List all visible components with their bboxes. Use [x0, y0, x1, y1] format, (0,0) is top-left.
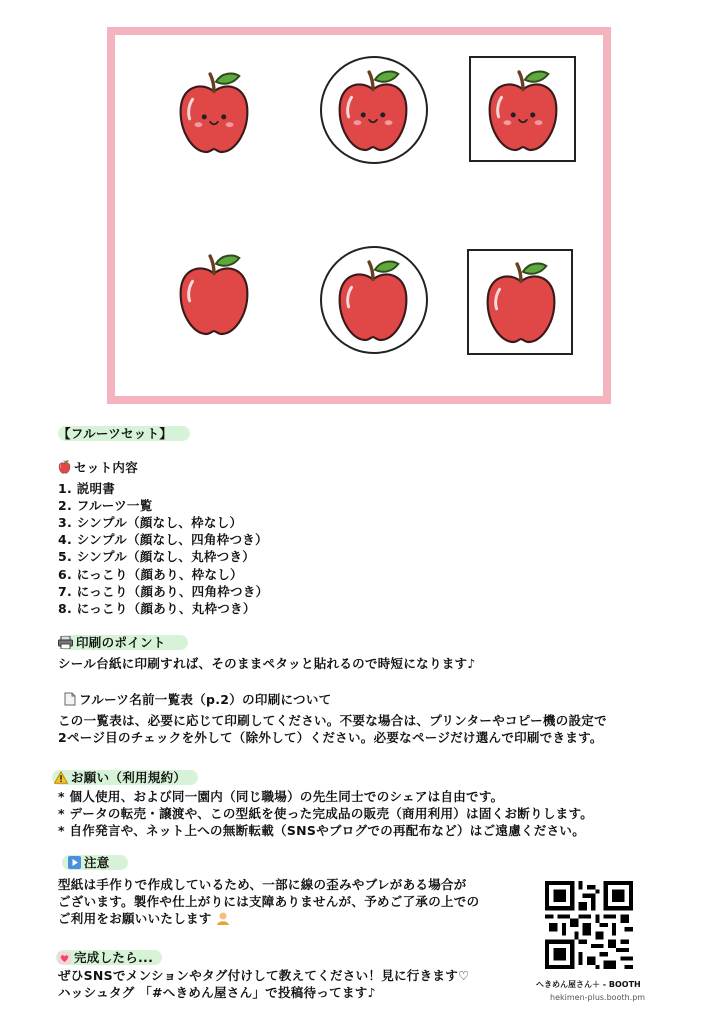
finished-heading: 完成したら...	[74, 950, 154, 965]
terms-line: * データの転売・譲渡や、この型紙を使った完成品の販売（商用利用）は固くお断りします。	[58, 806, 594, 821]
list-item: 6. にっこり（顔あり、枠なし）	[58, 567, 243, 582]
warning-icon	[54, 771, 68, 784]
namelist-line: 2ページ目のチェックを外して（除外して）ください。必要なページだけ選んで印刷できます。	[58, 730, 603, 745]
notice-line: ご利用をお願いいたします	[58, 911, 212, 926]
set-title: 【フルーツセット】	[58, 426, 173, 441]
notice-heading-row	[68, 854, 110, 871]
list-item: 2. フルーツ一覧	[58, 498, 153, 513]
document-icon	[64, 692, 76, 706]
play-icon	[68, 856, 81, 869]
apple-face-circle	[334, 66, 412, 156]
shop-name: へきめん屋さん＋ - BOOTH	[536, 980, 641, 989]
qr-code[interactable]	[545, 881, 633, 969]
shop-url[interactable]: hekimen-plus.booth.pm	[550, 993, 646, 1002]
finished-line: ハッシュタグ 「#へきめん屋さん」で投稿待ってます♪	[58, 985, 376, 1000]
namelist-heading: フルーツ名前一覧表（p.2）の印刷について	[79, 692, 332, 707]
apple-simple-plain	[175, 250, 253, 340]
terms-line: * 個人使用、および同一園内（同じ職場）の先生同士でのシェアは自由です。	[58, 789, 504, 804]
notice-line: 型紙は手作りで作成しているため、一部に線の歪みやブレがある場合が	[58, 877, 467, 892]
notice-last-row	[58, 910, 233, 927]
list-item: 5. シンプル（顔なし、丸枠つき）	[58, 549, 256, 564]
contents-heading: セット内容	[74, 460, 139, 475]
finished-line: ぜひSNSでメンションやタグ付けして教えてください！見に行きます♡	[58, 968, 470, 983]
heart-icon	[58, 952, 71, 964]
finished-heading-row	[58, 949, 153, 966]
apple-simple-square	[482, 258, 560, 348]
terms-heading-row	[54, 769, 186, 786]
list-item: 4. シンプル（顔なし、四角枠つき）	[58, 532, 268, 547]
list-item: 8. にっこり（顔あり、丸枠つき）	[58, 601, 256, 616]
list-item: 1. 説明書	[58, 481, 116, 496]
bowing-person-icon	[216, 912, 230, 925]
contents-heading-row	[58, 459, 138, 476]
namelist-line: この一覧表は、必要に応じて印刷してください。不要な場合は、プリンターやコピー機の設定で	[58, 713, 607, 728]
print-heading-row	[58, 634, 166, 651]
print-heading: 印刷のポイント	[76, 635, 166, 650]
apple-simple-circle	[334, 256, 412, 346]
notice-line: ございます。製作や仕上がりには支障ありませんが、予めご了承の上での	[58, 894, 480, 909]
apple-face-square	[484, 66, 562, 156]
apple-icon	[58, 460, 71, 474]
printer-icon	[58, 636, 73, 649]
terms-heading: お願い（利用規約）	[71, 770, 187, 785]
notice-heading: 注意	[84, 855, 110, 870]
list-item: 3. シンプル（顔なし、枠なし）	[58, 515, 243, 530]
list-item: 7. にっこり（顔あり、四角枠つき）	[58, 584, 269, 599]
print-body: シール台紙に印刷すれば、そのままペタッと貼れるので時短になります♪	[58, 656, 476, 671]
namelist-heading-row	[64, 691, 331, 708]
terms-line: * 自作発言や、ネット上への無断転載（SNSやブログでの再配布など）はご遠慮ください。	[58, 823, 586, 838]
apple-face-plain	[175, 68, 253, 158]
